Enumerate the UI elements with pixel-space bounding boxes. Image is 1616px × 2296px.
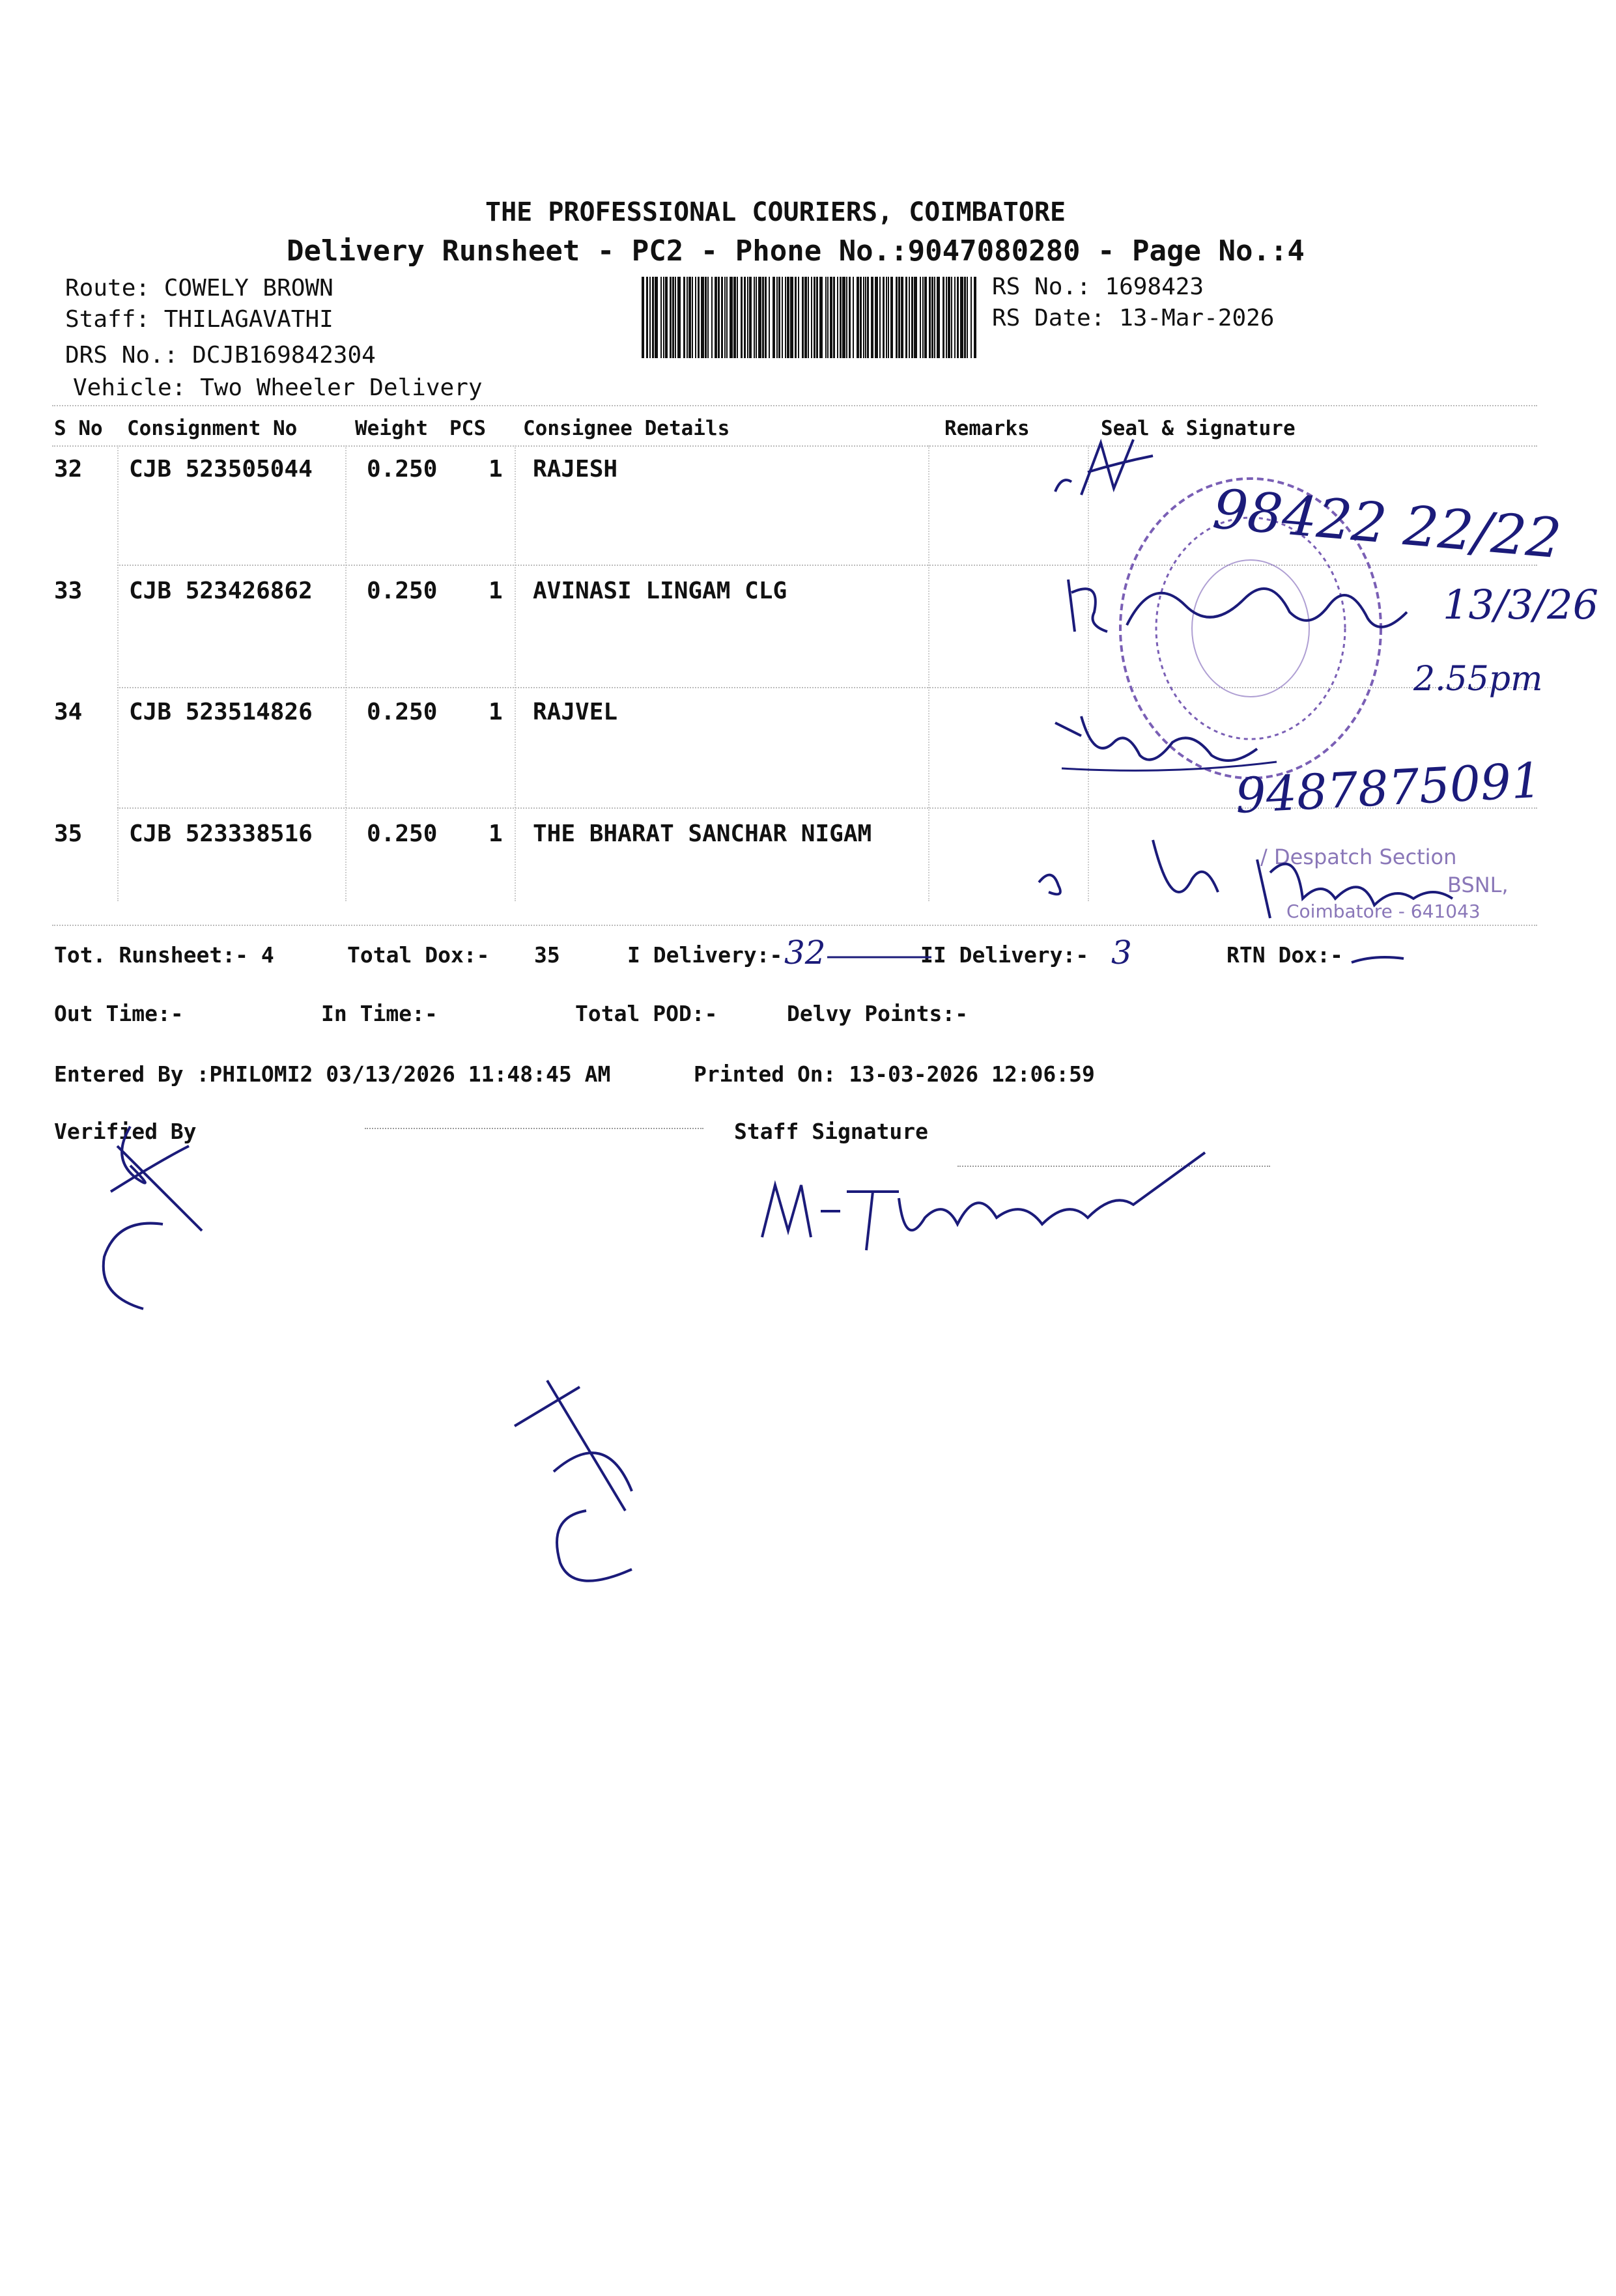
- barcode-bar: [698, 277, 700, 358]
- barcode-bar: [756, 277, 757, 358]
- col-divider: [117, 445, 119, 901]
- svg-text:3: 3: [1111, 934, 1132, 972]
- in-time: In Time:-: [321, 1001, 438, 1026]
- extra-signature-mark: [508, 1374, 664, 1602]
- row-consignee: RAJESH: [533, 456, 618, 483]
- verified-by-label: Verified By: [54, 1119, 197, 1144]
- staff-signature-label: Staff Signature: [734, 1119, 929, 1144]
- col-pcs: PCS: [449, 417, 486, 440]
- svg-text:32: 32: [784, 934, 826, 972]
- barcode-bar: [853, 277, 854, 358]
- barcode-bar: [943, 277, 944, 358]
- barcode-bar: [642, 277, 644, 358]
- delvy-points: Delvy Points:-: [787, 1001, 969, 1026]
- total-dox-label: Total Dox:-: [347, 942, 490, 968]
- row-pcs: 1: [489, 456, 503, 483]
- staff-label: Staff: THILAGAVATHI: [65, 306, 333, 333]
- route-label: Route: COWELY BROWN: [65, 275, 333, 301]
- barcode-bar: [898, 277, 900, 358]
- barcode-bar: [701, 277, 704, 358]
- ii-delivery-label: II Delivery:-: [920, 942, 1089, 968]
- barcode-bar: [707, 277, 709, 358]
- bsnl-stamp-section: / Despatch Section: [1260, 845, 1457, 869]
- total-pod: Total POD:-: [575, 1001, 718, 1026]
- barcode-bar: [665, 277, 668, 358]
- barcode-bar: [890, 277, 893, 358]
- barcode-bar: [711, 277, 713, 358]
- barcode-bar: [883, 277, 885, 358]
- barcode-bar: [795, 277, 797, 358]
- barcode-bar: [879, 277, 881, 358]
- total-dox-value: 35: [534, 942, 560, 968]
- recipient-signature-2: [1055, 553, 1446, 658]
- barcode-bar: [785, 277, 786, 358]
- barcode-bar: [974, 277, 976, 358]
- handwritten-date: [1439, 567, 1609, 645]
- barcode-bar: [672, 277, 674, 358]
- barcode-bar: [924, 277, 927, 358]
- barcode-bar: [909, 277, 910, 358]
- col-sno: S No: [54, 417, 103, 440]
- bsnl-stamp-org: BSNL,: [1447, 873, 1509, 897]
- rs-date: RS Date: 13-Mar-2026: [992, 305, 1275, 331]
- barcode-bar: [948, 277, 950, 358]
- barcode-bar: [692, 277, 693, 358]
- row-consignment: CJB 523505044: [129, 456, 313, 483]
- barcode-bar: [737, 277, 738, 358]
- barcode-bar: [911, 277, 913, 358]
- out-time: Out Time:-: [54, 1001, 184, 1026]
- barcode-bar: [929, 277, 931, 358]
- barcode-bar: [695, 277, 696, 358]
- row-weight: 0.250: [367, 699, 438, 725]
- barcode-bar: [814, 277, 815, 358]
- barcode-bar: [816, 277, 818, 358]
- barcode-bar: [762, 277, 764, 358]
- barcode-bar: [808, 277, 809, 358]
- col-consignment: Consignment No: [127, 417, 298, 440]
- barcode-bar: [663, 277, 664, 358]
- barcode-bar: [867, 277, 869, 358]
- row-pcs: 1: [489, 699, 503, 725]
- row-consignee: RAJVEL: [533, 699, 618, 725]
- barcode-bar: [660, 277, 662, 358]
- barcode-bar: [901, 277, 903, 358]
- barcode-bar: [715, 277, 717, 358]
- header-rule-bottom: [52, 445, 1537, 447]
- barcode-bar: [846, 277, 847, 358]
- barcode-bar: [675, 277, 676, 358]
- barcode-bar: [920, 277, 921, 358]
- svg-text:98422 22/22: 98422 22/22: [1210, 477, 1564, 571]
- handwritten-phone-1: [1205, 456, 1596, 571]
- i-delivery-handwritten: [782, 931, 938, 977]
- barcode-bar: [857, 277, 859, 358]
- barcode-bar: [787, 277, 789, 358]
- barcode-bar: [825, 277, 827, 358]
- barcode-bar: [954, 277, 956, 358]
- barcode-bar: [758, 277, 761, 358]
- barcode-bar: [726, 277, 728, 358]
- barcode-bar: [871, 277, 873, 358]
- barcode-bar: [802, 277, 804, 358]
- barcode-bar: [863, 277, 864, 358]
- barcode-bar: [718, 277, 720, 358]
- vehicle-label: Vehicle: Two Wheeler Delivery: [73, 374, 483, 401]
- barcode-bar: [649, 277, 651, 358]
- barcode: [642, 277, 980, 358]
- barcode-bar: [964, 277, 966, 358]
- barcode-bar: [655, 277, 658, 358]
- row-consignment: CJB 523426862: [129, 578, 313, 604]
- drs-number: DRS No.: DCJB169842304: [65, 342, 376, 369]
- barcode-bar: [837, 277, 838, 358]
- barcode-bar: [677, 277, 681, 358]
- row-consignment: CJB 523514826: [129, 699, 313, 725]
- row-consignee: THE BHARAT SANCHAR NIGAM: [533, 820, 872, 847]
- barcode-bar: [778, 277, 780, 358]
- barcode-bar: [744, 277, 746, 358]
- barcode-bar: [875, 277, 878, 358]
- col-divider: [928, 445, 929, 901]
- barcode-bar: [905, 277, 907, 358]
- verified-rule: [365, 1128, 703, 1129]
- barcode-bar: [914, 277, 917, 358]
- barcode-bar: [842, 277, 845, 358]
- barcode-bar: [741, 277, 743, 358]
- barcode-bar: [827, 277, 829, 358]
- barcode-bar: [860, 277, 862, 358]
- col-remarks: Remarks: [944, 417, 1030, 440]
- col-divider: [515, 445, 516, 901]
- rs-number: RS No.: 1698423: [992, 273, 1204, 300]
- barcode-bar: [747, 277, 748, 358]
- svg-text:2.55pm: 2.55pm: [1413, 660, 1543, 699]
- barcode-bar: [721, 277, 723, 358]
- tot-runsheet: Tot. Runsheet:- 4: [54, 942, 274, 968]
- barcode-bar: [819, 277, 823, 358]
- barcode-bar: [934, 277, 935, 358]
- barcode-bar: [730, 277, 733, 358]
- entered-by: Entered By :PHILOMI2 03/13/2026 11:48:45 AM: [54, 1061, 611, 1087]
- barcode-bar: [922, 277, 924, 358]
- staff-signature-drawn: [749, 1127, 1218, 1270]
- barcode-bar: [849, 277, 851, 358]
- barcode-bar: [840, 277, 842, 358]
- row-weight: 0.250: [367, 820, 438, 847]
- row-sno: 35: [54, 820, 83, 847]
- row-pcs: 1: [489, 820, 503, 847]
- barcode-bar: [670, 277, 672, 358]
- barcode-bar: [790, 277, 793, 358]
- row-pcs: 1: [489, 578, 503, 604]
- barcode-bar: [886, 277, 887, 358]
- col-seal-signature: Seal & Signature: [1101, 417, 1296, 440]
- barcode-bar: [646, 277, 648, 358]
- row-consignment: CJB 523338516: [129, 820, 313, 847]
- barcode-bar: [749, 277, 752, 358]
- bsnl-stamp-city: Coimbatore - 641043: [1286, 901, 1481, 922]
- barcode-bar: [769, 277, 770, 358]
- barcode-bar: [765, 277, 767, 358]
- barcode-bar: [833, 277, 835, 358]
- printed-on: Printed On: 13-03-2026 12:06:59: [694, 1061, 1095, 1087]
- barcode-bar: [967, 277, 968, 358]
- barcode-bar: [811, 277, 812, 358]
- barcode-bar: [798, 277, 799, 358]
- barcode-bar: [865, 277, 866, 358]
- barcode-bar: [705, 277, 707, 358]
- row-weight: 0.250: [367, 456, 438, 483]
- col-consignee: Consignee Details: [523, 417, 730, 440]
- row-sno: 32: [54, 456, 83, 483]
- recipient-signature-3: [1042, 703, 1290, 781]
- barcode-bar: [773, 277, 775, 358]
- header-rule: [52, 405, 1537, 406]
- barcode-bar: [830, 277, 832, 358]
- row-consignee: AVINASI LINGAM CLG: [533, 578, 787, 604]
- barcode-bar: [754, 277, 755, 358]
- recipient-signature-4: [1023, 820, 1492, 951]
- rtn-dox-label: RTN Dox:-: [1226, 942, 1343, 968]
- rtn-dox-dash: [1348, 951, 1407, 970]
- barcode-bar: [724, 277, 726, 358]
- barcode-bar: [652, 277, 654, 358]
- barcode-bar: [683, 277, 685, 358]
- recipient-signature-1: [1042, 430, 1172, 514]
- barcode-bar: [804, 277, 807, 358]
- col-weight: Weight: [355, 417, 428, 440]
- barcode-bar: [782, 277, 783, 358]
- barcode-bar: [688, 277, 691, 358]
- barcode-bar: [960, 277, 963, 358]
- barcode-bar: [946, 277, 947, 358]
- svg-text:13/3/26: 13/3/26: [1443, 581, 1599, 628]
- company-title: THE PROFESSIONAL COURIERS, COIMBATORE: [485, 197, 1066, 227]
- barcode-bar: [776, 277, 778, 358]
- barcode-bar: [951, 277, 952, 358]
- row-sno: 33: [54, 578, 83, 604]
- barcode-bar: [888, 277, 889, 358]
- runsheet-subtitle: Delivery Runsheet - PC2 - Phone No.:9047080280 - Page No.:4: [287, 234, 1305, 268]
- barcode-bar: [896, 277, 898, 358]
- row-sno: 34: [54, 699, 83, 725]
- barcode-bar: [937, 277, 940, 358]
- barcode-bar: [957, 277, 959, 358]
- verifier-signature: [72, 1120, 234, 1315]
- row-weight: 0.250: [367, 578, 438, 604]
- svg-text:9487875091: 9487875091: [1234, 752, 1544, 824]
- barcode-bar: [931, 277, 933, 358]
- barcode-bar: [687, 277, 688, 358]
- i-delivery-label: I Delivery:-: [627, 942, 783, 968]
- barcode-bar: [971, 277, 972, 358]
- barcode-bar: [733, 277, 736, 358]
- col-divider: [345, 445, 347, 901]
